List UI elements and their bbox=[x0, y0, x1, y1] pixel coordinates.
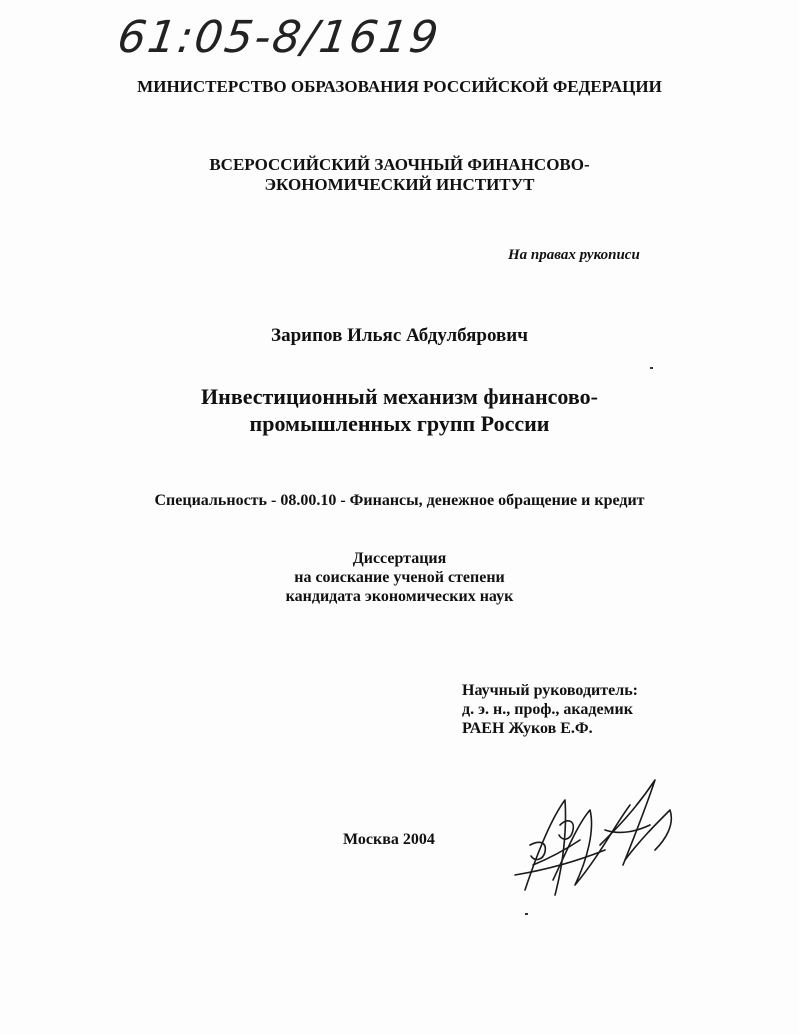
scan-speck bbox=[650, 367, 653, 369]
archive-number-handwritten: 61:05-8/1619 bbox=[114, 12, 444, 63]
dissertation-label: Диссертация bbox=[352, 550, 447, 567]
institute-name-line1: ВСЕРОССИЙСКИЙ ЗАОЧНЫЙ ФИНАНСОВО- bbox=[209, 155, 590, 174]
specialty-line: Специальность - 08.00.10 - Финансы, денежное обращение и кредит bbox=[154, 492, 645, 509]
supervisor-degree: д. э. н., проф., академик bbox=[462, 701, 633, 718]
supervisor-label: Научный руководитель: bbox=[462, 682, 638, 699]
signature-image bbox=[505, 770, 695, 920]
author-name: Зарипов Ильяс Абдулбярович bbox=[271, 325, 528, 346]
degree-purpose: на соискание ученой степени bbox=[294, 569, 505, 586]
institute-name-line2: ЭКОНОМИЧЕСКИЙ ИНСТИТУТ bbox=[264, 175, 535, 194]
manuscript-note: На правах рукописи bbox=[508, 247, 640, 263]
city-year: Москва 2004 bbox=[343, 831, 435, 848]
dissertation-title-line2: промышленных групп России bbox=[249, 411, 550, 436]
degree-name: кандидата экономических наук bbox=[285, 588, 514, 605]
ministry-heading: МИНИСТЕРСТВО ОБРАЗОВАНИЯ РОССИЙСКОЙ ФЕДЕРАЦИИ bbox=[137, 77, 662, 96]
supervisor-name: РАЕН Жуков Е.Ф. bbox=[462, 720, 593, 737]
dissertation-title-line1: Инвестиционный механизм финансово- bbox=[201, 384, 598, 409]
